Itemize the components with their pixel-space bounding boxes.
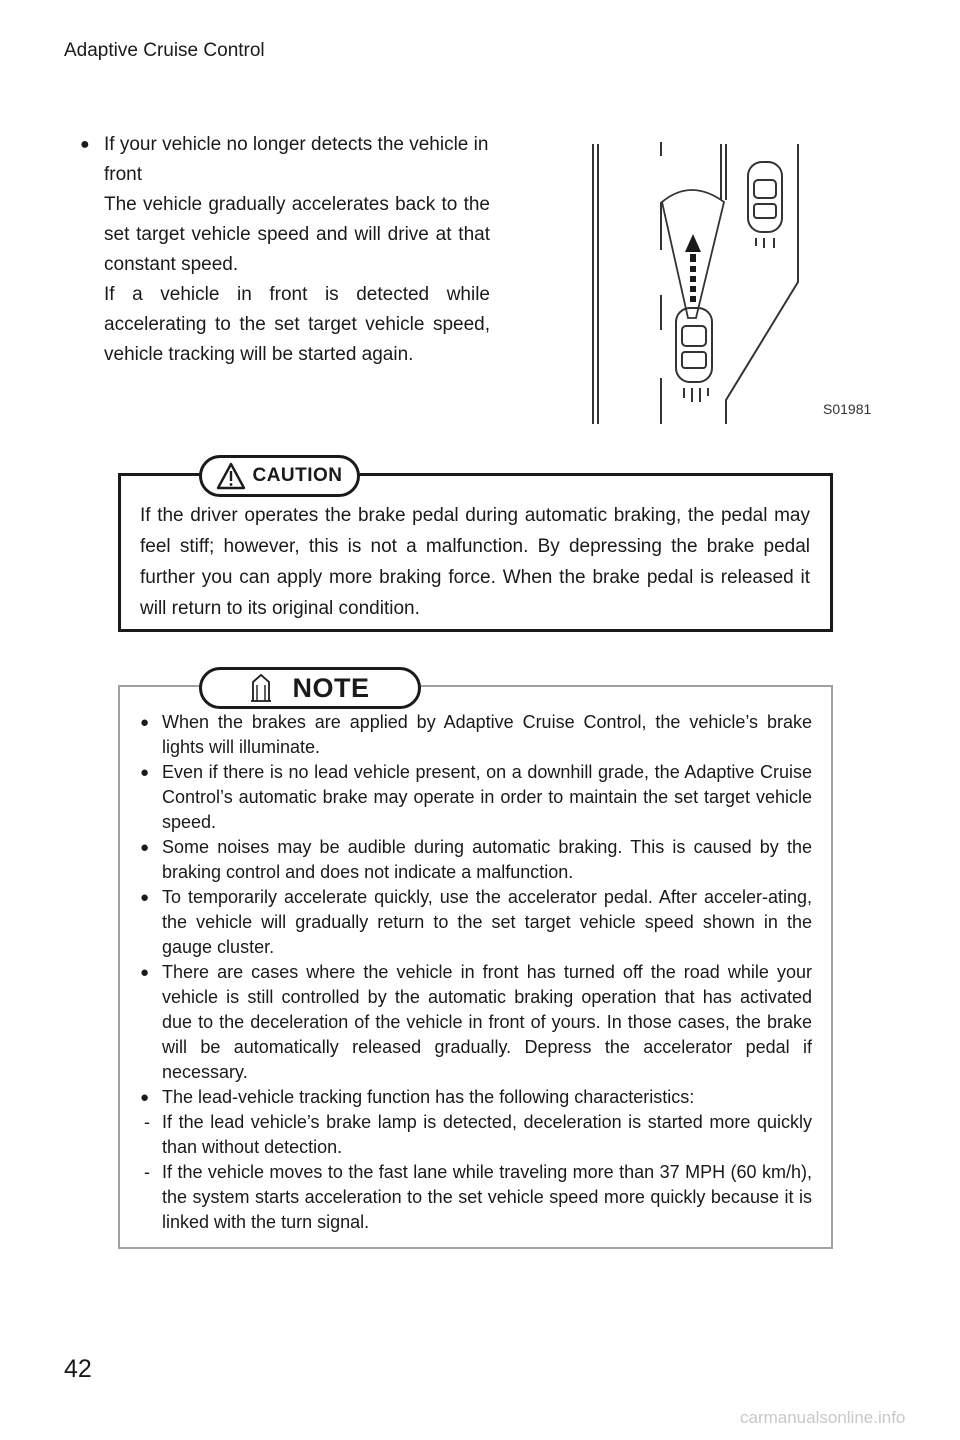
note-item: ● The lead-vehicle tracking function has the following characteristics: — [140, 1085, 812, 1110]
bullet-icon: ● — [140, 889, 150, 906]
note-item: ● Even if there is no lead vehicle present, on a downhill grade, the Adaptive Cruise Control’s automatic brake may operate in order to maintain the set target vehicle speed. — [140, 760, 812, 835]
figure-code: S01981 — [823, 401, 872, 417]
section-title: Adaptive Cruise Control — [64, 40, 265, 61]
road-lane-illustration — [588, 140, 874, 426]
note-sub-item: - If the vehicle moves to the fast lane while traveling more than 37 MPH (60 km/h), the system starts acceleration to the set vehicle speed more quickly because it is linked with the turn signal. — [144, 1160, 812, 1235]
dash-marker: - — [144, 1162, 150, 1182]
watermark: carmanualsonline.info — [740, 1408, 906, 1427]
bullet-icon: ● — [140, 764, 150, 781]
intro-paragraph-1: The vehicle gradually accelerates back to the set target vehicle speed and will drive at that constant speed. — [104, 194, 490, 275]
intro-text — [80, 130, 490, 370]
note-label-pill — [199, 667, 421, 709]
note-icon — [250, 673, 272, 703]
bullet-icon: ● — [140, 839, 150, 856]
intro-paragraph-2: If a vehicle in front is detected while accelerating to the set target vehicle speed, vehicle tracking will be started again. — [104, 284, 490, 365]
bullet-icon: ● — [140, 714, 150, 731]
intro-bullet-lead: If your vehicle no longer detects the vehicle in front — [104, 134, 489, 185]
dash-marker: - — [144, 1112, 150, 1132]
note-item: ● There are cases where the vehicle in front has turned off the road while your vehicle is still controlled by the automatic braking operation that has activated due to the deceleration of the vehicle in front of yours. In those cases, the brake will be automatically released gradually. Depress the accelerator pedal if necessary. — [140, 960, 812, 1085]
warning-triangle-icon — [216, 462, 246, 490]
bullet-icon: ● — [140, 1089, 150, 1106]
caution-label: CAUTION — [252, 465, 343, 486]
note-item: ● To temporarily accelerate quickly, use the accelerator pedal. After acceler-ating, the vehicle will gradually return to the set target vehicle speed shown in the gauge cluster. — [140, 885, 812, 960]
page-number: 42 — [64, 1355, 92, 1383]
note-item: ● Some noises may be audible during automatic braking. This is caused by the braking control and does not indicate a malfunction. — [140, 835, 812, 885]
note-list — [140, 710, 812, 1235]
caution-text: If the driver operates the brake pedal during automatic braking, the pedal may feel stiff; however, this is not a malfunction. By depressing the brake pedal further you can apply more braking force. When the brake pedal is released it will return to its original condition. — [140, 505, 810, 619]
intro-bullet — [80, 130, 490, 190]
note-item: ● When the brakes are applied by Adaptive Cruise Control, the vehicle’s brake lights will illuminate. — [140, 710, 812, 760]
bullet-icon: ● — [140, 964, 150, 981]
note-sub-item: - If the lead vehicle’s brake lamp is detected, deceleration is started more quickly than without detection. — [144, 1110, 812, 1160]
note-label: NOTE — [292, 672, 370, 703]
caution-label-pill — [199, 455, 360, 497]
bullet-icon: ● — [80, 136, 90, 153]
